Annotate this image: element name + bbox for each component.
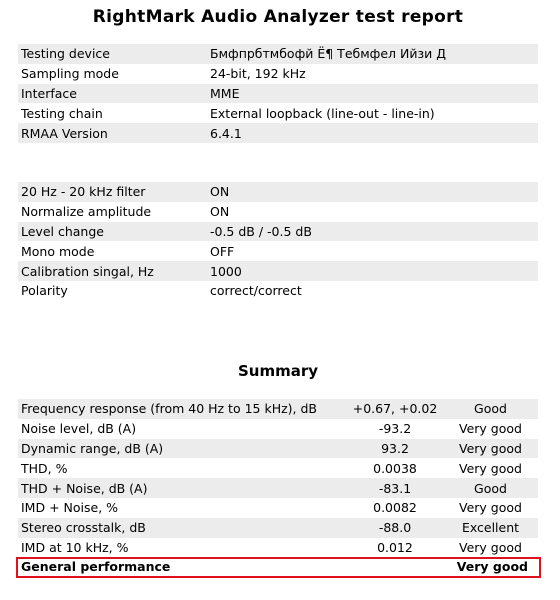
settings-value: 1000: [207, 261, 538, 281]
summary-value: 0.0038: [373, 460, 417, 476]
summary-row: [18, 518, 538, 538]
summary-rating: Good: [443, 478, 538, 498]
summary-rating: Excellent: [443, 518, 538, 538]
summary-value: -88.0: [347, 518, 443, 538]
config-row: [18, 44, 538, 64]
settings-label: Level change: [18, 222, 207, 242]
summary-table: [18, 399, 538, 575]
summary-value: -83.1: [347, 478, 443, 498]
summary-row: [18, 419, 538, 439]
summary-row: [18, 538, 538, 558]
report-title: RightMark Audio Analyzer test report: [92, 7, 464, 27]
summary-row: [18, 458, 538, 478]
config-value: Бмфпрбтмбофй Ё¶ Тебмфел Ийзи Д: [207, 44, 538, 64]
summary-label: Dynamic range, dB (A): [18, 439, 347, 459]
settings-row: [18, 222, 538, 242]
summary-label: Noise level, dB (A): [21, 421, 137, 437]
config-label: RMAA Version: [18, 123, 207, 143]
summary-value: -93.2: [378, 421, 412, 437]
summary-label: IMD at 10 kHz, %: [21, 539, 129, 555]
config-label: Testing chain: [21, 105, 103, 121]
summary-value: 0.0082: [373, 500, 417, 516]
config-label: Interface: [18, 84, 207, 104]
config-value: External loopback (line-out - line-in): [210, 105, 435, 121]
summary-row: [18, 399, 538, 419]
settings-value: ON: [207, 182, 538, 202]
settings-value: correct/correct: [210, 283, 302, 299]
summary-label: THD, %: [21, 460, 68, 476]
config-value: 24-bit, 192 kHz: [210, 66, 306, 82]
settings-label: Calibration singal, Hz: [18, 261, 207, 281]
summary-heading: Summary: [237, 362, 319, 380]
summary-rating: Very good: [459, 460, 522, 476]
config-value: MME: [207, 84, 538, 104]
config-row: [18, 84, 538, 104]
config-value: 6.4.1: [207, 123, 538, 143]
config-row: [18, 103, 538, 123]
config-row: [18, 123, 538, 143]
settings-label: Normalize amplitude: [21, 204, 152, 220]
settings-value: OFF: [210, 243, 235, 259]
general-performance-rating: Very good: [443, 557, 538, 575]
summary-label: IMD + Noise, %: [21, 500, 119, 516]
settings-label: Mono mode: [21, 243, 95, 259]
settings-label: Polarity: [21, 283, 68, 299]
config-table: [18, 44, 538, 143]
summary-value: 93.2: [347, 439, 443, 459]
config-label: Sampling mode: [21, 66, 119, 82]
settings-row: [18, 261, 538, 281]
config-row: [18, 64, 538, 84]
config-label: Testing device: [18, 44, 207, 64]
summary-label: Frequency response (from 40 Hz to 15 kHz), dB: [18, 399, 347, 419]
settings-value: -0.5 dB / -0.5 dB: [207, 222, 538, 242]
summary-label: THD + Noise, dB (A): [18, 478, 347, 498]
summary-rating: Very good: [459, 539, 522, 555]
settings-label: 20 Hz - 20 kHz filter: [18, 182, 207, 202]
summary-value: +0.67, +0.02: [347, 399, 443, 419]
summary-row: [18, 478, 538, 498]
summary-rating: Very good: [443, 439, 538, 459]
summary-rating: Very good: [459, 500, 522, 516]
settings-value: ON: [210, 204, 230, 220]
summary-value: 0.012: [377, 539, 413, 555]
summary-row: [18, 498, 538, 518]
summary-rating: Very good: [459, 421, 522, 437]
general-performance-row: [18, 557, 538, 575]
settings-table: [18, 182, 538, 301]
settings-row: [18, 182, 538, 202]
summary-label: Stereo crosstalk, dB: [18, 518, 347, 538]
general-performance-label: General performance: [18, 557, 443, 575]
summary-rating: Good: [443, 399, 538, 419]
summary-row: [18, 439, 538, 459]
settings-row: [18, 281, 538, 301]
settings-row: [18, 241, 538, 261]
settings-row: [18, 202, 538, 222]
